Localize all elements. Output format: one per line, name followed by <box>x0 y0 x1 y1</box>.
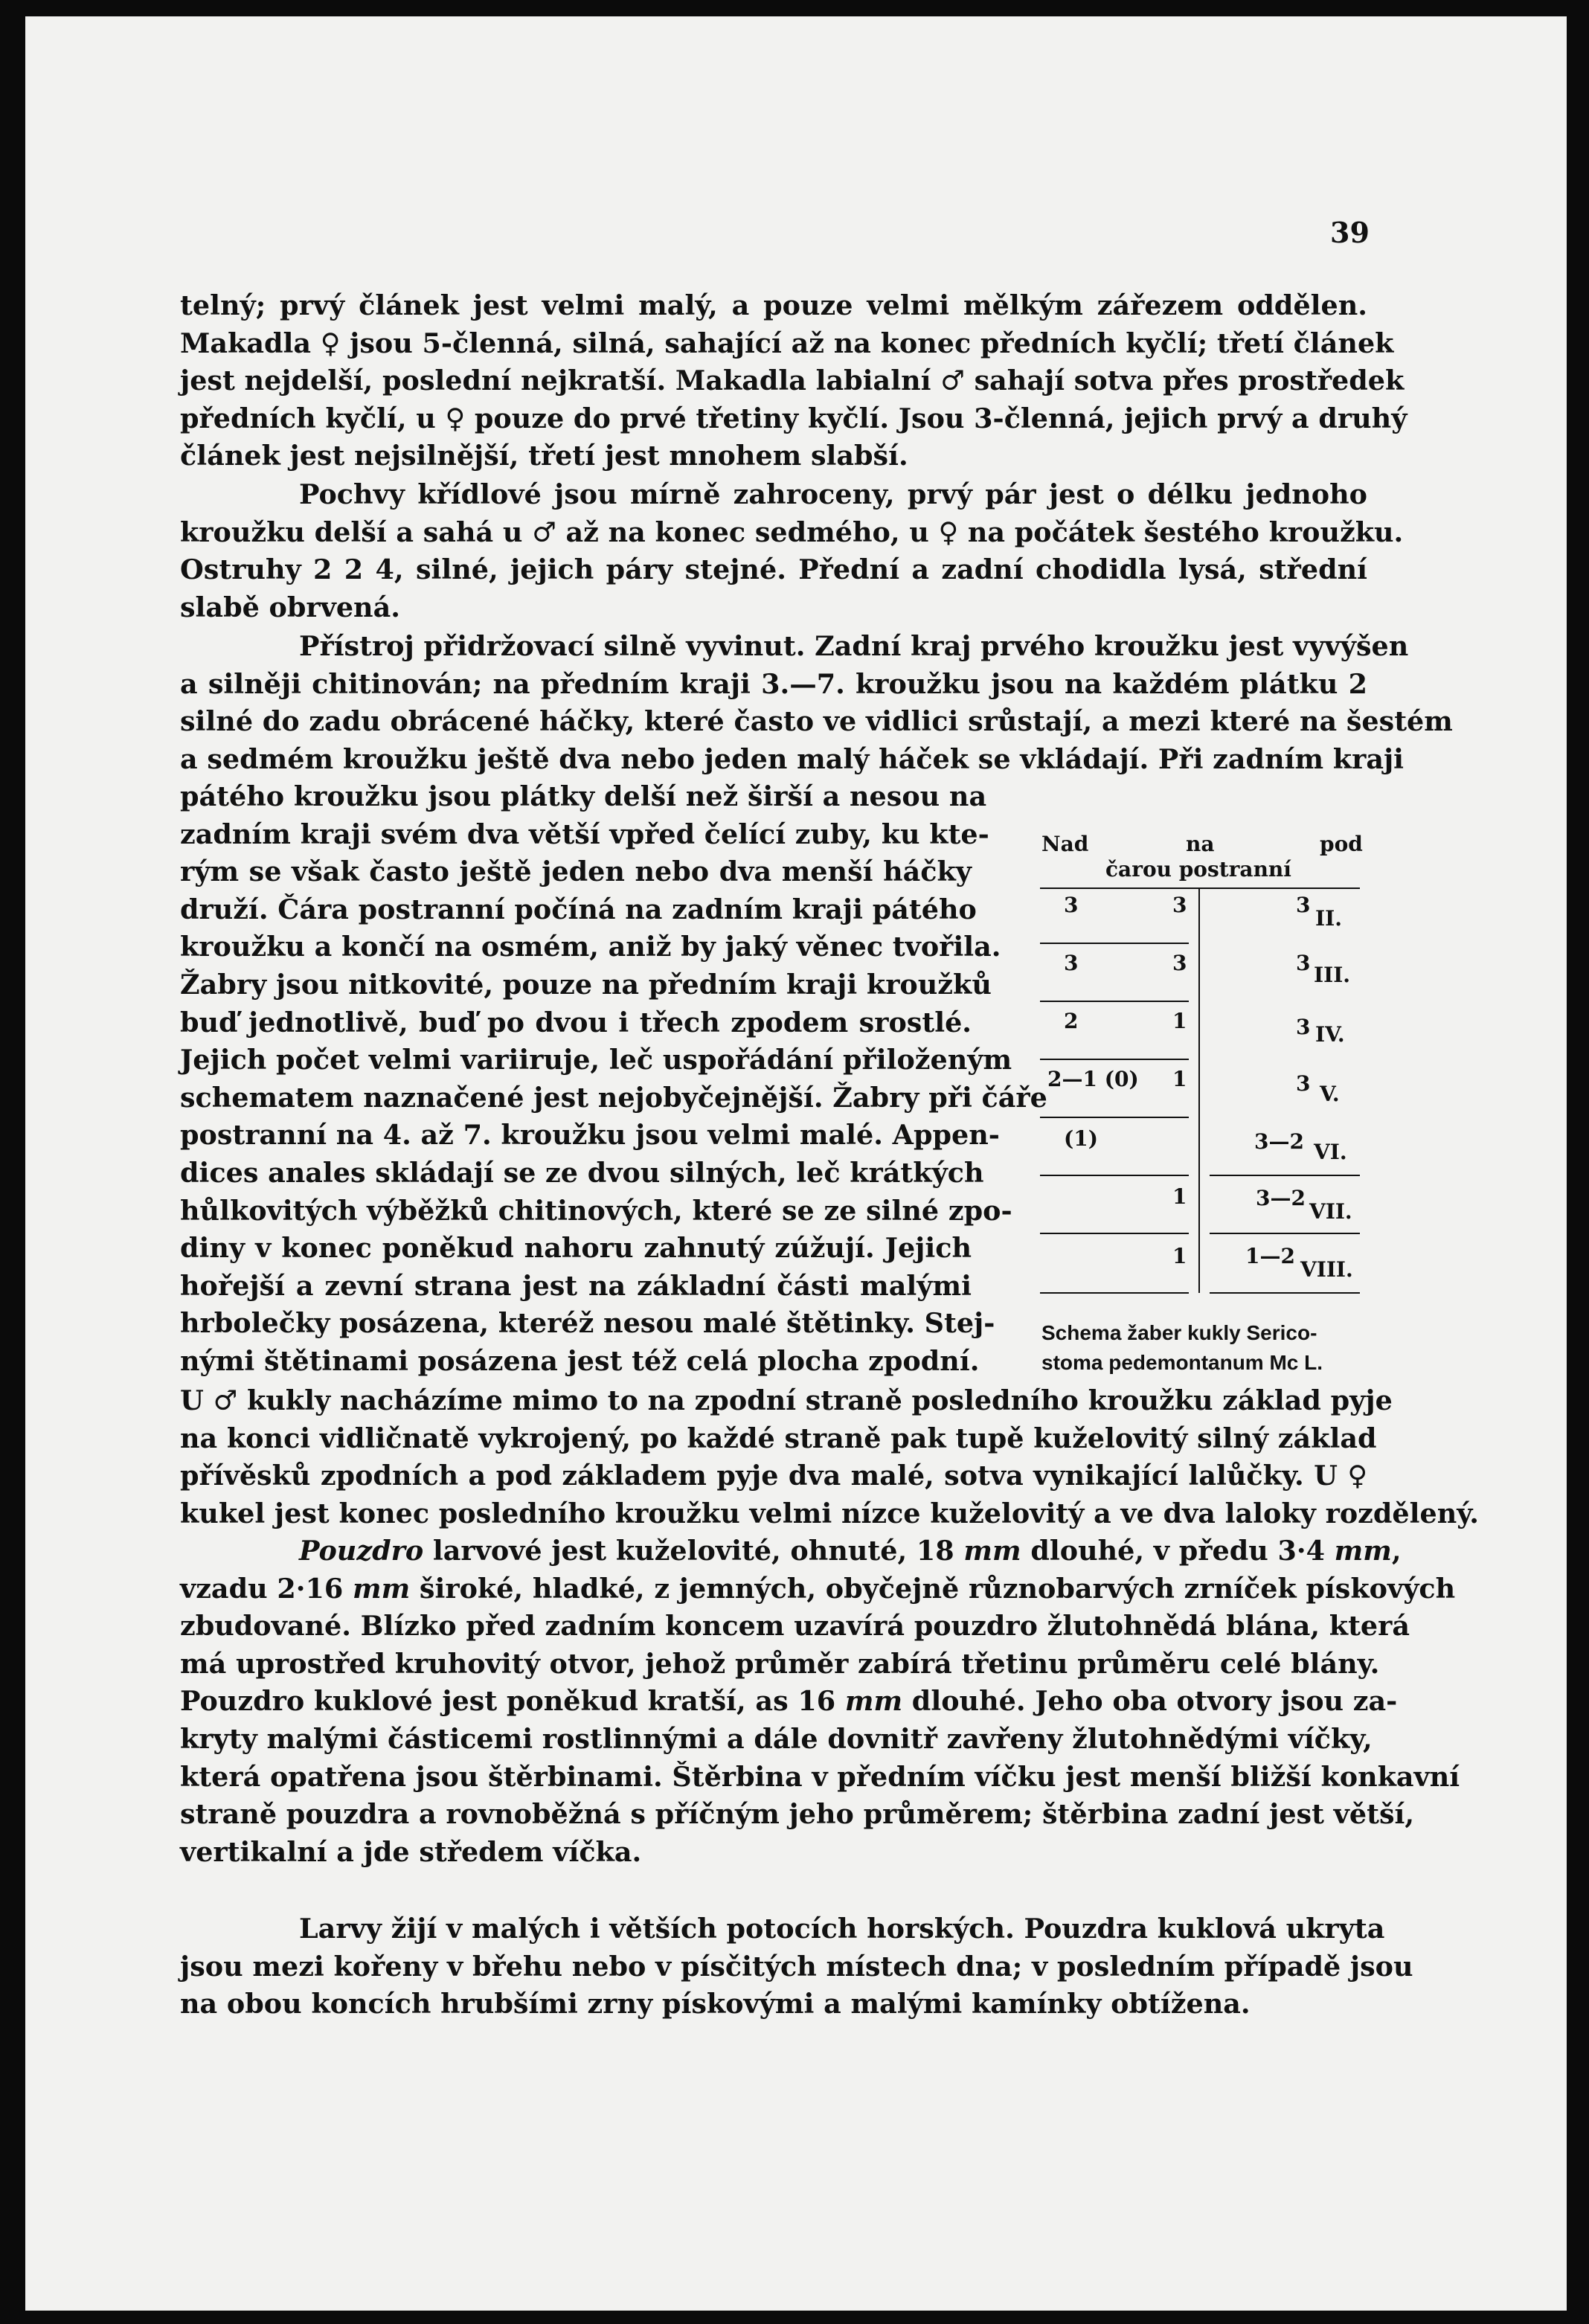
header-below: pod <box>1320 832 1363 856</box>
segment-label: IV. <box>1315 1022 1345 1047</box>
text-line: straně pouzdra a rovnoběžná s příčným jeho průměrem; štěrbina zadní jest větší, <box>180 1798 1415 1831</box>
text-line: buď jednotlivě, buď po dvou i třech zpodem srostlé. <box>180 1006 972 1039</box>
paragraph-holding-apparatus <box>180 628 1453 778</box>
segment-label: III. <box>1314 963 1351 987</box>
scan-border-left <box>0 0 25 2324</box>
page-number: 39 <box>1330 216 1370 249</box>
text-line: druží. Čára postranní počíná na zadním kraji pátého <box>180 893 977 925</box>
text-line: telný; prvý článek jest velmi malý, a pouze velmi mělkým zářezem oddělen. <box>180 289 1367 321</box>
cell-below: 3 <box>1296 893 1311 917</box>
text-line: Pouzdro kuklové jest poněkud kratší, as 16 mm dlouhé. Jeho oba otvory jsou za- <box>180 1685 1398 1718</box>
paragraph-gills-narrow <box>180 778 1047 1381</box>
segment-label: VII. <box>1309 1199 1352 1224</box>
gill-schema-table <box>1040 832 1367 1397</box>
text-line: zbudované. Blízko před zadním koncem uzavírá pouzdro žlutohnědá blána, která <box>180 1610 1410 1643</box>
text-line: U ♂ kukly nacházíme mimo to na zpodní straně posledního kroužku základ pyje <box>180 1384 1393 1416</box>
text-line: jsou mezi kořeny v břehu nebo v písčitých místech dna; v posledním případě jsou <box>180 1950 1413 1983</box>
text-line: jest nejdelší, poslední nejkratší. Makadla labialní ♂ sahají sotva přes prostředek <box>180 365 1405 397</box>
cell-below: 3 <box>1296 1015 1311 1039</box>
text-line: silné do zadu obrácené háčky, které často ve vidlici srůstají, a mezi které na šestém <box>180 705 1453 738</box>
cell-on: 1 <box>1172 1009 1187 1033</box>
text-line: hořejší a zevní strana jest na základní části malými <box>180 1269 972 1302</box>
cell-on: 3 <box>1172 951 1187 975</box>
cell-on: 1 <box>1172 1184 1187 1209</box>
caption-line: Schema žaber kukly Serico- <box>1041 1321 1317 1344</box>
text-line: hrbolečky posázena, kteréž nesou malé štětinky. Stej- <box>180 1307 995 1340</box>
segment-label: VI. <box>1314 1140 1347 1164</box>
cell-above: 2—1 (0) <box>1047 1067 1139 1091</box>
text-line: přívěsků zpodních a pod základem pyje dva malé, sotva vynikající lalůčky. U ♀ <box>180 1460 1367 1492</box>
text-line: Jejich počet velmi variiruje, leč uspořádání přiloženým <box>180 1044 1012 1076</box>
scan-border-right <box>1567 0 1589 2324</box>
cell-on: 3 <box>1172 893 1187 917</box>
text-line: na obou koncích hrubšími zrny pískovými a malými kamínky obtížena. <box>180 1988 1251 2020</box>
text-line: článek jest nejsilnější, třetí jest mnohem slabší. <box>180 440 908 472</box>
header-on: na <box>1186 832 1215 856</box>
paragraph-case <box>180 1532 1460 1871</box>
paragraph-pupa-male <box>180 1382 1479 1532</box>
text-line: dices anales skládají se ze dvou silných, leč krátkých <box>180 1156 984 1189</box>
paragraph-mouthparts <box>180 287 1407 475</box>
text-line: zadním kraji svém dva větší vpřed čelící zuby, ku kte- <box>180 818 989 850</box>
text-line: schematem naznačené jest nejobyčejnější. Žabry při čáře <box>180 1081 1047 1114</box>
text-line: kroužku delší a sahá u ♂ až na konec sedmého, u ♀ na počátek šestého kroužku. <box>180 516 1404 548</box>
caption-line: stoma pedemontanum Mc L. <box>1041 1351 1323 1374</box>
cell-below: 3 <box>1296 951 1311 975</box>
text-line: nými štětinami posázena jest též celá plocha zpodní. <box>180 1344 980 1377</box>
cell-above: (1) <box>1064 1126 1098 1151</box>
text-line: předních kyčlí, u ♀ pouze do prvé třetiny kyčlí. Jsou 3-členná, jejich prvý a druhý <box>180 402 1407 434</box>
text-line: Ostruhy 2 2 4, silné, jejich páry stejné. Přední a zadní chodidla lysá, střední <box>180 553 1367 586</box>
cell-below: 1—2 <box>1245 1244 1295 1268</box>
text-line: Makadla ♀ jsou 5-členná, silná, sahající až na konec předních kyčlí; třetí článek <box>180 327 1394 359</box>
segment-label: V. <box>1320 1082 1340 1106</box>
text-line: která opatřena jsou štěrbinami. Štěrbina v předním víčku jest menší bližší konkavní <box>180 1760 1460 1793</box>
cell-on: 1 <box>1172 1244 1187 1268</box>
text-line: postranní na 4. až 7. kroužku jsou velmi malé. Appen- <box>180 1119 1000 1152</box>
cell-above: 2 <box>1064 1009 1079 1033</box>
text-line: a silněji chitinován; na předním kraji 3.—7. kroužku jsou na každém plátku 2 <box>180 667 1367 700</box>
text-line: vertikalní a jde středem víčka. <box>180 1835 642 1868</box>
text-line: pátého kroužku jsou plátky delší než širší a nesou na <box>180 780 987 812</box>
text-line: slabě obrvená. <box>180 591 400 623</box>
text-line: hůlkovitých výběžků chitinových, které se ze silné zpo- <box>180 1194 1012 1227</box>
cell-on: 1 <box>1172 1067 1187 1091</box>
text-line: Žabry jsou nitkovité, pouze na předním kraji kroužků <box>180 968 992 1001</box>
segment-label: VIII. <box>1300 1257 1353 1282</box>
cell-below: 3—2 <box>1254 1129 1304 1154</box>
cell-above: 3 <box>1064 893 1079 917</box>
header-sub: čarou postranní <box>1105 857 1291 882</box>
text-line: kryty malými částicemi rostlinnými a dále dovnitř zavřeny žlutohnědými víčky, <box>180 1722 1373 1755</box>
text-line: kukel jest konec posledního kroužku velmi nízce kuželovitý a ve dva laloky rozdělený. <box>180 1497 1479 1529</box>
header-above: Nad <box>1041 832 1089 856</box>
scan-border-top <box>0 0 1589 16</box>
text-line: má uprostřed kruhovitý otvor, jehož průměr zabírá třetinu průměru celé blány. <box>180 1647 1380 1680</box>
paragraph-wing-sheaths <box>180 476 1404 626</box>
text-line: vzadu 2·16 mm široké, hladké, z jemných, obyčejně různobarvých zrníček pískových <box>180 1572 1456 1605</box>
text-line: Pochvy křídlové jsou mírně zahroceny, prvý pár jest o délku jednoho <box>299 478 1367 510</box>
text-line: na konci vidličnatě vykrojený, po každé straně pak tupě kuželovitý silný základ <box>180 1422 1377 1454</box>
segment-label: II. <box>1315 906 1342 931</box>
text-line: rým se však často ještě jeden nebo dva menší háčky <box>180 856 972 888</box>
text-line: diny v konec poněkud nahoru zahnutý zúžují. Jejich <box>180 1232 972 1265</box>
cell-below: 3 <box>1296 1071 1311 1096</box>
text-line: Pouzdro larvové jest kuželovité, ohnuté, 18 mm dlouhé, v předu 3·4 mm, <box>299 1535 1402 1567</box>
cell-above: 3 <box>1064 951 1079 975</box>
schema-caption <box>1041 1318 1361 1378</box>
text-line: a sedmém kroužku ještě dva nebo jeden malý háček se vkládají. Při zadním kraji <box>180 742 1405 775</box>
term-pouzdro: Pouzdro <box>299 1535 424 1567</box>
paragraph-habitat <box>180 1910 1413 2023</box>
text-line: kroužku a končí na osmém, aniž by jaký věnec tvořila. <box>180 931 1001 963</box>
text-line: Přístroj přidržovací silně vyvinut. Zadní kraj prvého kroužku jest vyvýšen <box>299 630 1409 662</box>
cell-below: 3—2 <box>1256 1186 1306 1210</box>
scan-border-bottom <box>0 2311 1589 2324</box>
text-line: Larvy žijí v malých i větších potocích horských. Pouzdra kuklová ukryta <box>299 1913 1385 1945</box>
